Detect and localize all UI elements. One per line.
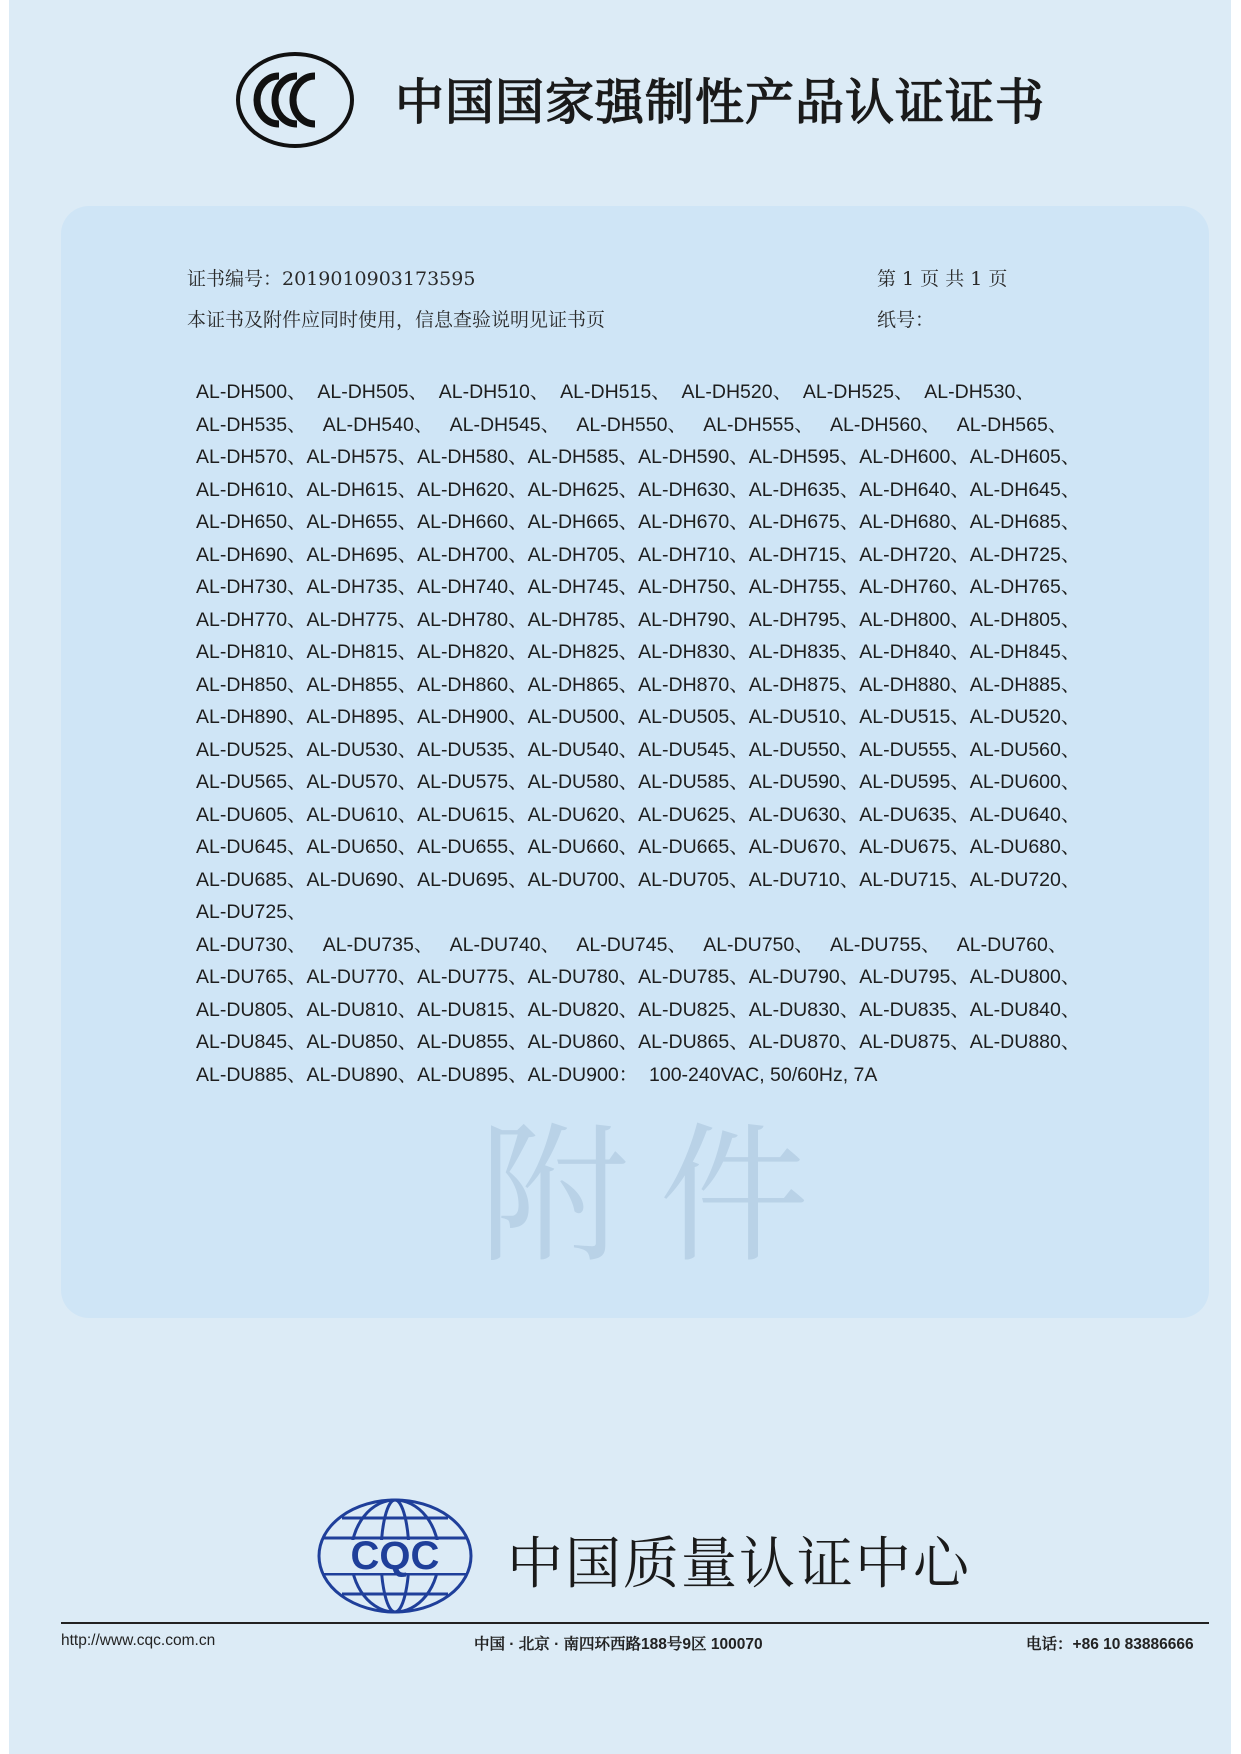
model-line: AL-DH610、AL-DH615、AL-DH620、AL-DH625、AL-DH630、AL-DH635、AL-DH640、AL-DH645、 <box>196 478 1081 501</box>
model-line: AL-DH570、AL-DH575、AL-DH580、AL-DH585、AL-DH590、AL-DH595、AL-DH600、AL-DH605、 <box>196 446 1081 468</box>
model-line: AL-DH890、AL-DH895、AL-DH900、AL-DU500、AL-DU505、AL-DU510、AL-DU515、AL-DU520、 <box>196 706 1081 728</box>
usage-note: 本证书及附件应同时使用，信息查验说明见证书页 <box>187 309 606 331</box>
model-line: AL-DU525、AL-DU530、AL-DU535、AL-DU540、AL-DU545、AL-DU550、AL-DU555、AL-DU560、 <box>196 738 1081 761</box>
model-line: AL-DH850、AL-DH855、AL-DH860、AL-DH865、AL-DH870、AL-DH875、AL-DH880、AL-DH885、 <box>196 673 1081 696</box>
attachment-watermark: 附件 <box>479 1110 840 1284</box>
model-line: AL-DH730、AL-DH735、AL-DH740、AL-DH745、AL-DH750、AL-DH755、AL-DH760、AL-DH765、 <box>196 576 1081 598</box>
model-line: AL-DU805、AL-DU810、AL-DU815、AL-DU820、AL-DU825、AL-DU830、AL-DU835、AL-DU840、 <box>196 998 1081 1021</box>
phone-number: +86 10 83886666 <box>1072 1636 1194 1653</box>
model-line: AL-DH810、AL-DH815、AL-DH820、AL-DH825、AL-DH830、AL-DH835、AL-DH840、AL-DH845、 <box>196 641 1081 663</box>
model-line: AL-DU730、 AL-DU735、 AL-DU740、 AL-DU745、 AL-DU750、 AL-DU755、 AL-DU760、 <box>196 933 1068 956</box>
website-link[interactable]: http://www.cqc.com.cn <box>61 1632 216 1649</box>
model-line: AL-DU565、AL-DU570、AL-DU575、AL-DU580、AL-DU585、AL-DU590、AL-DU595、AL-DU600、 <box>196 771 1081 793</box>
model-line: AL-DU605、AL-DU610、AL-DU615、AL-DU620、AL-DU625、AL-DU630、AL-DU635、AL-DU640、 <box>196 803 1081 826</box>
model-line: AL-DU845、AL-DU850、AL-DU855、AL-DU860、AL-DU865、AL-DU870、AL-DU875、AL-DU880、 <box>196 1031 1081 1053</box>
model-line: AL-DH770、AL-DH775、AL-DH780、AL-DH785、AL-DH790、AL-DH795、AL-DH800、AL-DH805、 <box>196 608 1081 631</box>
model-line: AL-DH690、AL-DH695、AL-DH700、AL-DH705、AL-DH710、AL-DH715、AL-DH720、AL-DH725、 <box>196 543 1081 566</box>
paper-number-label: 纸号： <box>877 309 935 331</box>
model-line: AL-DU645、AL-DU650、AL-DU655、AL-DU660、AL-DU665、AL-DU670、AL-DU675、AL-DU680、 <box>196 836 1081 858</box>
phone-row <box>1026 1632 1194 1654</box>
page-info: 第 1 页 共 1 页 <box>877 268 1008 290</box>
model-line: AL-DU725、 <box>196 901 307 923</box>
model-line: AL-DH500、 AL-DH505、 AL-DH510、 AL-DH515、 AL-DH520、 AL-DH525、 AL-DH530、 <box>196 381 1035 403</box>
ccc-logo <box>235 50 355 150</box>
model-list <box>196 376 1081 1091</box>
model-line: AL-DH535、 AL-DH540、 AL-DH545、 AL-DH550、 AL-DH555、 AL-DH560、 AL-DH565、 <box>196 413 1068 436</box>
model-line: AL-DU765、AL-DU770、AL-DU775、AL-DU780、AL-DU785、AL-DU790、AL-DU795、AL-DU800、 <box>196 966 1081 988</box>
organization-name: 中国质量认证中心 <box>507 1532 971 1597</box>
model-line: AL-DU685、AL-DU690、AL-DU695、AL-DU700、AL-DU705、AL-DU710、AL-DU715、AL-DU720、 <box>196 868 1081 891</box>
address: 中国 · 北京 · 南四环西路188号9区 100070 <box>474 1636 763 1653</box>
certificate-number: 2019010903173595 <box>282 268 476 290</box>
model-line: AL-DU885、AL-DU890、AL-DU895、AL-DU900： 100-240VAC, 50/60Hz, 7A <box>196 1063 878 1086</box>
certificate-number-row <box>187 264 475 291</box>
model-line: AL-DH650、AL-DH655、AL-DH660、AL-DH665、AL-DH670、AL-DH675、AL-DH680、AL-DH685、 <box>196 511 1081 533</box>
phone-label: 电话： <box>1026 1636 1073 1653</box>
certificate-title: 中国国家强制性产品认证证书 <box>395 74 1046 131</box>
cqc-logo-text: CQC <box>350 1534 440 1578</box>
certificate-number-label: 证书编号： <box>187 268 283 290</box>
certificate-page <box>9 0 1231 1754</box>
footer-divider <box>61 1622 1209 1624</box>
cqc-logo <box>314 1496 476 1616</box>
